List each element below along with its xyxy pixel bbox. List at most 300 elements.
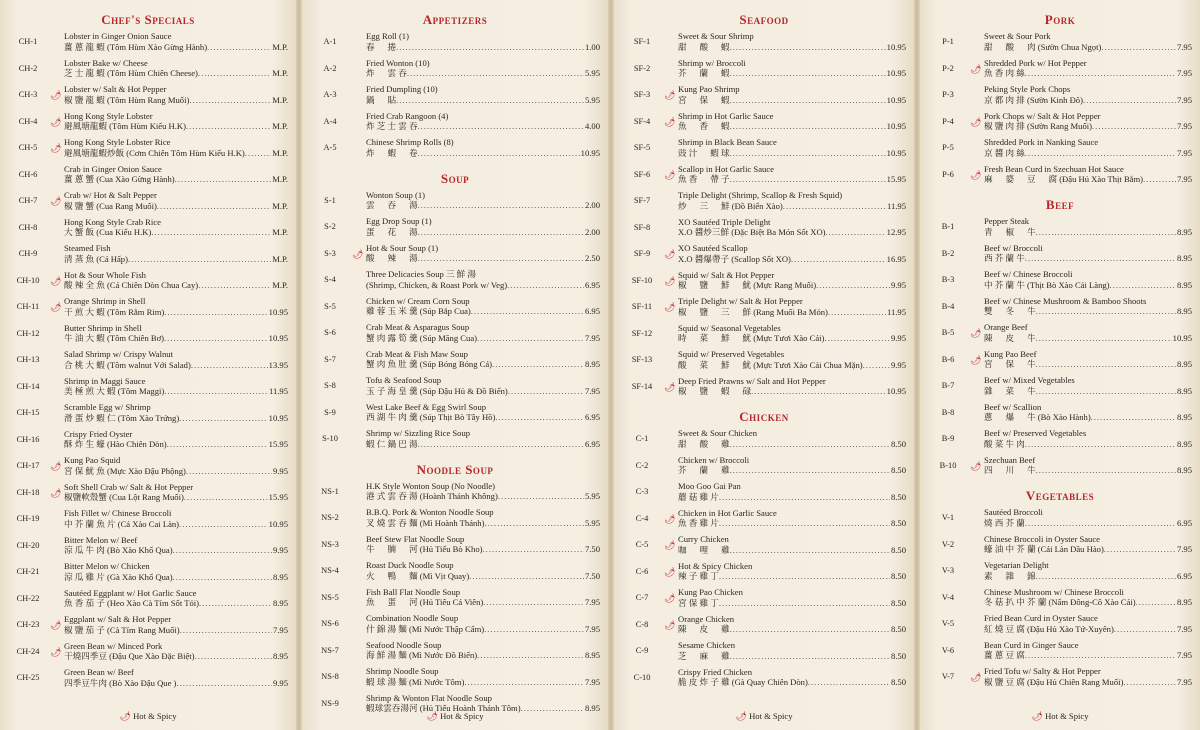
item-price: 8.95 xyxy=(1176,253,1192,263)
item-price: 10.95 xyxy=(268,333,288,343)
menu-item xyxy=(928,215,1192,242)
dot-leader xyxy=(179,413,267,424)
item-description: 涼 瓜 牛 肉 (Bò Xào Khổ Qua) xyxy=(64,545,173,555)
item-detail-line xyxy=(678,42,906,53)
item-text xyxy=(64,455,288,476)
item-description: 蘑 菇 雞 片 xyxy=(678,491,719,502)
item-name: Green Bean w/ Beef xyxy=(64,667,134,677)
item-text xyxy=(984,216,1192,237)
item-detail-line xyxy=(678,439,906,450)
item-price: 2.00 xyxy=(584,200,600,210)
item-name: Fried Crab Rangoon (4) xyxy=(366,110,449,121)
item-detail-line xyxy=(366,253,600,264)
item-text xyxy=(678,31,906,52)
item-detail-line xyxy=(366,200,600,211)
dot-leader xyxy=(730,121,886,132)
item-price: 8.95 xyxy=(1176,465,1192,475)
item-text xyxy=(366,296,600,317)
item-name: Bitter Melon w/ Chicken xyxy=(64,561,150,571)
item-code: B-6 xyxy=(941,354,955,364)
item-description: 西 湖 牛 肉 羹 (Súp Thịt Bò Tây Hồ) xyxy=(366,412,496,422)
item-name: Wonton Soup (1) xyxy=(366,189,425,200)
item-description: 四 川 牛 xyxy=(984,465,1036,475)
item-price: 7.95 xyxy=(1176,121,1192,131)
item-detail-line xyxy=(64,519,288,530)
item-code: CH-10 xyxy=(16,275,40,285)
item-price: M.P. xyxy=(272,200,288,211)
item-code: CH-4 xyxy=(18,116,38,126)
item-detail-line xyxy=(64,333,288,344)
item-description: 甜 酸 肉 (Sườn Chua Ngọt) xyxy=(984,41,1102,52)
item-code: CH-2 xyxy=(18,63,38,73)
item-detail-line xyxy=(984,227,1192,238)
dot-leader xyxy=(730,465,890,476)
item-price: 10.95 xyxy=(886,94,906,105)
item-name: Bean Curd in Ginger Sauce xyxy=(984,639,1079,650)
item-description: 涼 瓜 雞 片 (Gà Xào Khổ Qua) xyxy=(64,571,173,582)
item-price: 15.95 xyxy=(268,439,288,449)
item-text xyxy=(984,375,1192,396)
item-price: 10.95 xyxy=(886,147,906,158)
item-description: 甜 酸 雞 xyxy=(678,438,730,449)
item-price: M.P. xyxy=(272,227,288,237)
item-detail-line xyxy=(366,42,600,53)
item-text xyxy=(366,613,600,634)
item-code: B-1 xyxy=(941,222,955,231)
item-text xyxy=(366,216,600,237)
menu-item xyxy=(928,136,1192,163)
item-price: 7.95 xyxy=(1176,41,1192,52)
item-detail-line xyxy=(366,571,600,582)
item-name: Squid w/ Seasonal Vegetables xyxy=(678,322,781,333)
item-detail-line xyxy=(678,386,906,397)
item-code: B-2 xyxy=(941,248,955,258)
menu-item xyxy=(928,83,1192,110)
dot-leader xyxy=(719,571,890,582)
chili-pepper-icon: 🌶 xyxy=(664,275,676,286)
item-name: Shrimp w/ Broccoli xyxy=(678,57,746,68)
item-name: Moo Goo Gai Pan xyxy=(678,481,741,491)
item-name: West Lake Beef & Egg Swirl Soup xyxy=(366,401,487,412)
item-price: 8.95 xyxy=(1176,359,1192,369)
item-price: M.P. xyxy=(272,253,288,264)
menu-item xyxy=(622,57,906,84)
item-code: C-6 xyxy=(635,566,649,576)
item-name: Vegetarian Delight xyxy=(984,560,1049,570)
item-code: CH-18 xyxy=(16,487,40,497)
item-detail-line xyxy=(366,359,600,370)
item-code: P-6 xyxy=(942,169,954,179)
item-price: 8.95 xyxy=(1176,306,1192,316)
dot-leader xyxy=(863,360,890,371)
item-description: 蔥 爆 牛 (Bò Xào Hành) xyxy=(984,412,1091,422)
item-text xyxy=(64,402,288,423)
menu-item xyxy=(310,348,600,375)
item-price: 8.95 xyxy=(1176,385,1192,396)
menu-item xyxy=(622,666,906,693)
item-price: 10.95 xyxy=(268,518,288,529)
item-code: S-3 xyxy=(324,248,336,258)
item-price: 8.50 xyxy=(890,650,906,661)
item-text xyxy=(678,508,906,529)
item-name: Beef w/ Scallion xyxy=(984,401,1042,412)
item-detail-line xyxy=(366,491,600,502)
dot-leader xyxy=(245,148,271,159)
item-text xyxy=(984,31,1192,52)
dot-leader xyxy=(826,227,886,238)
item-price: 10.95 xyxy=(268,306,288,317)
menu-item xyxy=(928,30,1192,57)
item-code: SF-13 xyxy=(631,355,653,364)
item-text xyxy=(64,376,288,397)
item-description: 炸 蝦 卷 xyxy=(366,147,418,158)
item-detail-line xyxy=(678,333,906,344)
item-text xyxy=(64,323,288,344)
dot-leader xyxy=(1025,439,1176,450)
item-description: 牛 油 大 蝦 (Tôm Chiên Bơ) xyxy=(64,333,165,343)
item-description: 蝦 仁 鍋 巴 湯 xyxy=(366,438,418,449)
item-description: 蝦球雲吞湯河 (Hủ Tiếu Hoành Thánh Tôm) xyxy=(366,703,521,713)
item-price: 9.95 xyxy=(890,333,906,343)
item-description: 薑 蔥 蟹 (Cua Xào Gừng Hành) xyxy=(64,174,175,184)
item-price: 8.50 xyxy=(890,571,906,581)
item-name: Lobster in Ginger Onion Sauce xyxy=(64,31,172,41)
item-name: Orange Chicken xyxy=(678,613,735,624)
dot-leader xyxy=(484,624,584,635)
item-description: 中 芥 蘭 魚 片 (Cá Xào Cai Làn) xyxy=(64,518,180,529)
item-code: NS-9 xyxy=(321,698,339,708)
item-description: 京 都 肉 排 (Sườn Kinh Đô) xyxy=(984,94,1083,105)
item-description: 燒 西 芥 蘭 xyxy=(984,517,1025,528)
item-code: CH-9 xyxy=(18,249,38,258)
item-name: Lobster w/ Salt & Hot Pepper xyxy=(64,84,167,94)
item-detail-line xyxy=(64,121,288,132)
item-detail-line xyxy=(64,174,288,185)
dot-leader xyxy=(1036,227,1176,238)
dot-leader xyxy=(207,42,271,53)
item-detail-line xyxy=(366,439,600,450)
dot-leader xyxy=(418,148,580,159)
item-text xyxy=(64,561,288,582)
item-price: 8.95 xyxy=(1176,438,1192,449)
item-code: B-9 xyxy=(941,434,955,443)
dot-leader xyxy=(173,572,272,583)
menu-item xyxy=(928,268,1192,295)
item-text xyxy=(366,190,600,211)
item-code: CH-1 xyxy=(18,37,38,46)
menu-item xyxy=(928,506,1192,533)
item-description: 芥 蘭 雞 xyxy=(678,465,730,475)
item-detail-line xyxy=(984,650,1192,661)
dot-leader xyxy=(507,280,584,291)
item-text xyxy=(366,269,600,290)
item-text xyxy=(64,31,288,52)
item-code: P-1 xyxy=(942,37,954,46)
item-detail-line xyxy=(64,439,288,450)
chili-pepper-icon: 🌶 xyxy=(1031,711,1043,721)
hot-spicy-legend xyxy=(920,711,1200,722)
item-name: Egg Drop Soup (1) xyxy=(366,216,432,226)
dot-leader xyxy=(191,360,268,371)
dot-leader xyxy=(180,625,272,636)
item-description: 冬 菇 扒 中 芥 蘭 (Nấm Đông-Cô Xào Cải) xyxy=(984,597,1136,607)
item-price: 7.95 xyxy=(1176,650,1192,660)
item-detail-line xyxy=(678,201,906,212)
item-description: 中 芥 蘭 牛 (Thịt Bò Xào Cải Làng) xyxy=(984,279,1110,290)
item-code: C-2 xyxy=(635,460,649,470)
item-name: Chinese Mushroom w/ Chinese Broccoli xyxy=(984,586,1124,597)
menu-item xyxy=(8,613,288,640)
item-text xyxy=(366,137,600,158)
item-detail-line xyxy=(366,412,600,423)
item-detail-line xyxy=(678,121,906,132)
item-name: Orange Shrimp in Shell xyxy=(64,296,146,306)
item-description: 時 菜 鮮 魷 (Mực Tươi Xào Cải) xyxy=(678,333,825,343)
item-name: Combination Noodle Soup xyxy=(366,613,459,623)
item-text xyxy=(678,323,906,344)
item-description: 雞 蓉 玉 米 羹 (Súp Bắp Cua) xyxy=(366,306,471,316)
item-detail-line xyxy=(64,42,288,53)
item-detail-line xyxy=(366,650,600,661)
hot-spicy-legend xyxy=(614,711,914,722)
item-price: 8.50 xyxy=(890,597,906,608)
section-title-vegetables: Vegetables xyxy=(1025,488,1095,503)
item-detail-line xyxy=(64,651,288,662)
item-code: SF-6 xyxy=(633,169,651,179)
item-price: 9.95 xyxy=(272,465,288,476)
item-detail-line xyxy=(366,333,600,344)
item-description: (Shrimp, Chicken, & Roast Pork w/ Veg) xyxy=(366,279,508,290)
item-price: 7.95 xyxy=(1176,68,1192,78)
item-name: Peking Style Pork Chops xyxy=(984,84,1071,94)
dot-leader xyxy=(164,307,267,318)
item-description: X.O 醬爆帶子 (Scallop Sốt XO) xyxy=(678,253,791,264)
item-name: Shrimp in Black Bean Sauce xyxy=(678,137,777,147)
item-price: 6.95 xyxy=(584,438,600,449)
item-detail-line xyxy=(64,386,288,397)
item-name: Green Bean w/ Minced Pork xyxy=(64,640,163,651)
item-description: 椒 鹽 蟹 (Cua Rang Muối) xyxy=(64,200,157,211)
item-code: CH-14 xyxy=(16,381,40,391)
item-name: Eggplant w/ Salt & Hot Pepper xyxy=(64,614,172,624)
item-price: 8.95 xyxy=(272,651,288,661)
menu-item xyxy=(928,163,1192,190)
chili-pepper-icon: 🌶 xyxy=(426,711,438,721)
menu-item xyxy=(622,295,906,322)
menu-item xyxy=(622,83,906,110)
dot-leader xyxy=(418,253,584,264)
menu-item xyxy=(310,427,600,454)
dot-leader xyxy=(1104,544,1176,555)
section-title-soup: Soup xyxy=(440,170,470,186)
menu-item xyxy=(310,83,600,110)
item-text xyxy=(678,376,906,397)
item-detail-line xyxy=(64,148,288,159)
item-name: Triple Delight w/ Salt & Hot Pepper xyxy=(678,296,803,306)
item-description: 海 鮮 湯 麵 (Mì Nước Đồ Biển) xyxy=(366,650,478,660)
chili-pepper-icon: 🌶 xyxy=(50,196,62,206)
menu-item xyxy=(622,216,906,243)
item-description: 蟹 肉 露 筍 羹 (Súp Măng Cua) xyxy=(366,332,477,343)
item-detail-line xyxy=(64,280,288,291)
chili-pepper-icon: 🌶 xyxy=(119,711,131,721)
item-text xyxy=(366,507,600,528)
menu-item xyxy=(8,348,288,375)
item-code: CH-16 xyxy=(16,434,40,444)
item-price: 12.95 xyxy=(886,227,906,237)
item-description: 美 極 煎 大 蝦 (Tôm Maggi) xyxy=(64,386,165,396)
item-description: 雙 冬 牛 xyxy=(984,306,1036,316)
menu-item xyxy=(310,401,600,428)
item-text xyxy=(64,535,288,556)
item-name: Deep Fried Prawns w/ Salt and Hot Pepper xyxy=(678,375,826,386)
item-description: 蝦 球 湯 麵 (Mì Nước Tôm) xyxy=(366,676,465,687)
dot-leader xyxy=(128,254,271,265)
dot-leader xyxy=(1123,677,1176,688)
item-detail-line xyxy=(984,253,1192,264)
item-price: 7.95 xyxy=(584,623,600,634)
item-description: 什 錦 湯 麵 (Mì Nước Thập Cẩm) xyxy=(366,623,485,634)
dot-leader xyxy=(157,201,271,212)
item-detail-line xyxy=(64,307,288,318)
item-description: 椒 鹽 鮮 魷 (Mực Rang Muối) xyxy=(678,280,817,290)
menu-item xyxy=(310,268,600,295)
dot-leader xyxy=(730,95,886,106)
item-code: C-9 xyxy=(635,646,649,655)
item-price: 10.95 xyxy=(886,386,906,396)
chili-pepper-icon: 🌶 xyxy=(50,116,62,127)
item-detail-line xyxy=(678,254,906,265)
item-name: Sautéed Broccoli xyxy=(984,507,1043,517)
item-price: 5.95 xyxy=(584,491,600,501)
menu-item xyxy=(928,612,1192,639)
item-description: 合 桃 大 蝦 (Tôm walnut Với Salad) xyxy=(64,359,191,370)
item-detail-line xyxy=(678,677,906,688)
item-text xyxy=(678,481,906,502)
item-code: NS-6 xyxy=(321,619,339,628)
dot-leader xyxy=(164,386,268,397)
dot-leader xyxy=(1036,465,1176,476)
dot-leader xyxy=(1025,148,1176,159)
item-description: 炸 雲 吞 xyxy=(366,68,407,78)
item-code: B-4 xyxy=(941,301,955,311)
item-code: C-8 xyxy=(635,619,649,629)
menu-item xyxy=(928,321,1192,348)
item-name: Beef w/ Preserved Vegetables xyxy=(984,428,1087,438)
item-name: Sweet & Sour Pork xyxy=(984,31,1051,41)
dot-leader xyxy=(719,518,890,529)
item-description: 麻 婆 豆 腐 (Đậu Hủ Xào Thịt Bằm) xyxy=(984,174,1144,184)
item-detail-line xyxy=(984,386,1192,397)
item-name: Scramble Egg w/ Shrimp xyxy=(64,402,151,412)
item-price: 4.00 xyxy=(584,121,600,131)
menu-item xyxy=(8,481,288,508)
menu-item xyxy=(310,506,600,533)
hot-spicy-legend xyxy=(0,711,296,722)
item-price: 6.95 xyxy=(584,279,600,290)
item-description: 宮 保 蝦 xyxy=(678,94,730,105)
item-description: 京 醬 肉 絲 xyxy=(984,147,1025,158)
item-text xyxy=(366,31,600,52)
item-price: 8.95 xyxy=(1176,597,1192,607)
item-description: 蠔 油 中 芥 蘭 (Cải Làn Dầu Hào) xyxy=(984,544,1104,554)
item-detail-line xyxy=(366,597,600,608)
item-text xyxy=(64,508,288,529)
item-detail-line xyxy=(366,148,600,159)
item-price: 8.50 xyxy=(890,491,906,502)
item-detail-line xyxy=(984,148,1192,159)
dot-leader xyxy=(1083,95,1176,106)
menu-item xyxy=(8,666,288,693)
item-price: 9.95 xyxy=(272,545,288,555)
item-code: V-5 xyxy=(941,619,955,628)
item-name: Crab w/ Hot & Salt Pepper xyxy=(64,190,157,200)
menu-panel-1 xyxy=(0,0,296,730)
item-price: 8.95 xyxy=(1176,279,1192,290)
item-name: Sweet & Sour Chicken xyxy=(678,428,758,438)
item-name: Kung Pao Chicken xyxy=(678,587,743,597)
dot-leader xyxy=(808,677,890,688)
item-price: M.P. xyxy=(272,280,288,290)
menu-item xyxy=(622,454,906,481)
item-name: Squid w/ Salt & Hot Pepper xyxy=(678,269,775,280)
item-text xyxy=(64,137,288,158)
dot-leader xyxy=(167,439,268,450)
item-code: A-5 xyxy=(323,143,337,152)
menu-item xyxy=(8,454,288,481)
item-description: 西 芥 蘭 牛 xyxy=(984,253,1025,263)
item-detail-line xyxy=(64,492,288,503)
item-text xyxy=(984,111,1192,132)
menu-item xyxy=(8,507,288,534)
item-code: CH-21 xyxy=(16,567,40,576)
menu-item xyxy=(8,110,288,137)
item-code: V-1 xyxy=(941,513,955,522)
item-code: NS-4 xyxy=(321,566,339,575)
item-price: 10.95 xyxy=(886,41,906,52)
item-detail-line xyxy=(678,95,906,106)
item-name: Pork Chops w/ Salt & Hot Pepper xyxy=(984,110,1101,121)
dot-leader xyxy=(498,491,584,502)
menu-item xyxy=(622,163,906,190)
menu-item xyxy=(310,533,600,560)
item-text xyxy=(366,666,600,687)
item-price: 7.50 xyxy=(584,570,600,581)
section-title-seafood: Seafood xyxy=(739,12,789,27)
item-detail-line xyxy=(366,306,600,317)
item-price: 8.50 xyxy=(890,465,906,475)
item-code: CH-5 xyxy=(18,143,38,152)
item-name: Chicken in Hot Garlic Sauce xyxy=(678,507,777,518)
item-detail-line xyxy=(984,121,1192,132)
item-description: 四季豆牛肉 (Bò Xào Đậu Que ) xyxy=(64,677,177,688)
menu-item xyxy=(310,57,600,84)
menu-item xyxy=(8,640,288,667)
item-description: 酸 菜 牛 肉 xyxy=(984,438,1025,449)
item-price: 8.50 xyxy=(890,438,906,449)
item-code: C-5 xyxy=(635,540,649,549)
chili-pepper-icon: 🌶 xyxy=(970,169,982,180)
chili-pepper-icon: 🌶 xyxy=(664,513,676,524)
item-detail-line xyxy=(678,307,906,318)
item-description: 酥 炸 生 蠔 (Hào Chiên Dòn) xyxy=(64,439,167,449)
item-detail-line xyxy=(678,624,906,635)
item-text xyxy=(678,296,906,317)
item-code: NS-3 xyxy=(321,539,339,549)
item-code: SF-14 xyxy=(631,381,653,391)
item-code: SF-10 xyxy=(631,275,653,285)
menu-item xyxy=(928,665,1192,692)
